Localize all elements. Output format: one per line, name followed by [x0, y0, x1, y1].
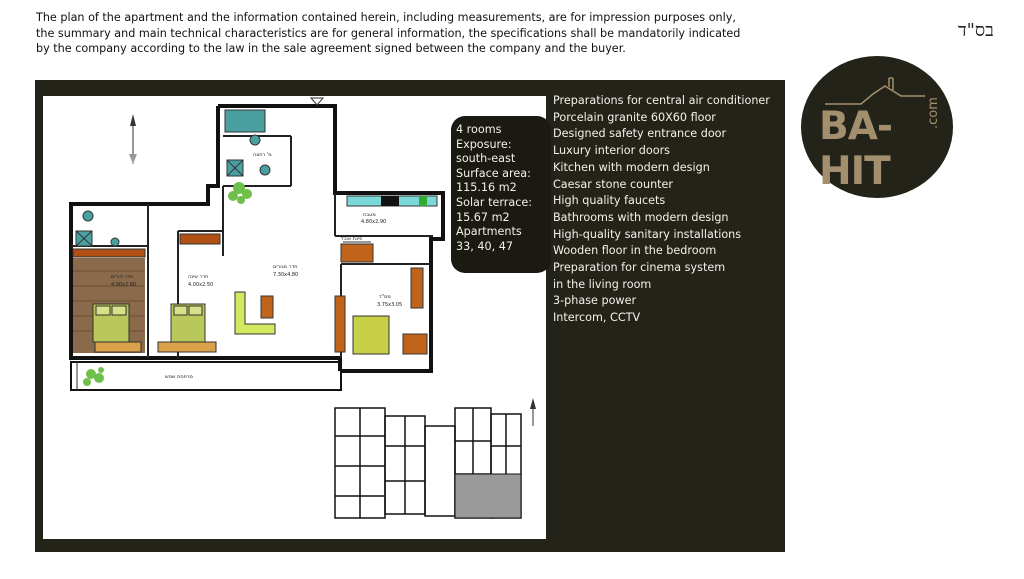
disclaimer-line: the summary and main technical characteristics are for general information, the specifications shall be mandatorily indicated [36, 26, 741, 40]
feature-item: in the living room [553, 277, 652, 291]
disclaimer-text [36, 10, 741, 57]
disclaimer-line: The plan of the apartment and the information contained herein, including measurements, are for impression purposes only, [36, 11, 736, 24]
feature-item: Luxury interior doors [553, 144, 671, 158]
feature-item: High-quality sanitary installations [553, 227, 742, 241]
safe-room-size: 3.75x3.05 [377, 302, 403, 308]
living-label: חדר מגורים [273, 264, 298, 270]
bedroom-label: חדר שינה [188, 274, 209, 280]
master-label: חדר הורים [111, 274, 134, 280]
logo-text: BA-HIT [819, 104, 893, 194]
info-line: 4 rooms [456, 123, 502, 136]
bedroom-size: 4.00x2.50 [188, 282, 214, 288]
feature-item: Porcelain granite 60X60 floor [553, 110, 716, 124]
info-line: Surface area: [456, 166, 531, 180]
info-line: 33, 40, 47 [456, 239, 513, 253]
safe-room-label: ממ"ד [379, 294, 391, 300]
north-arrow-icon [129, 114, 137, 164]
info-line: south-east [456, 152, 516, 166]
apartment-info-box [451, 116, 551, 273]
plant-icon [83, 367, 104, 386]
floor-plan [43, 96, 546, 539]
apartment-panel [35, 80, 785, 552]
info-line: Solar terrace: [456, 195, 532, 209]
info-line: Exposure: [456, 137, 512, 151]
feature-item: Designed safety entrance door [553, 127, 727, 141]
dining-label: פינת אוכל [341, 236, 363, 242]
kitchen-size: 4.80x2.90 [361, 219, 387, 225]
bsd-header: בס"ד [958, 20, 994, 41]
feature-item: High quality faucets [553, 194, 666, 208]
info-line: 15.67 m2 [456, 210, 510, 224]
feature-item: Caesar stone counter [553, 177, 674, 191]
kitchen-label: מטבח [363, 212, 376, 218]
info-line: Apartments [456, 225, 522, 239]
living-size: 7.30x4.80 [273, 272, 299, 278]
master-size: 4.00x2.60 [111, 282, 137, 288]
terrace-label: מרפסת שמש [165, 374, 193, 380]
feature-item: Kitchen with modern design [553, 160, 710, 174]
feature-item: 3-phase power [553, 294, 637, 308]
feature-item: Wooden floor in the bedroom [553, 244, 717, 258]
feature-item: Preparations for central air conditioner [553, 94, 770, 107]
shower-label: מ' רחצה [253, 152, 272, 158]
logo-suffix: .com [926, 97, 941, 129]
ba-hit-logo[interactable] [801, 56, 953, 198]
features-list [553, 93, 770, 327]
feature-item: Bathrooms with modern design [553, 210, 729, 224]
info-line: 115.16 m2 [456, 181, 517, 195]
feature-item: Preparation for cinema system [553, 261, 726, 275]
disclaimer-line: by the company according to the law in the sale agreement signed between the company and the buyer. [36, 42, 626, 56]
feature-item: Intercom, CCTV [553, 311, 641, 325]
